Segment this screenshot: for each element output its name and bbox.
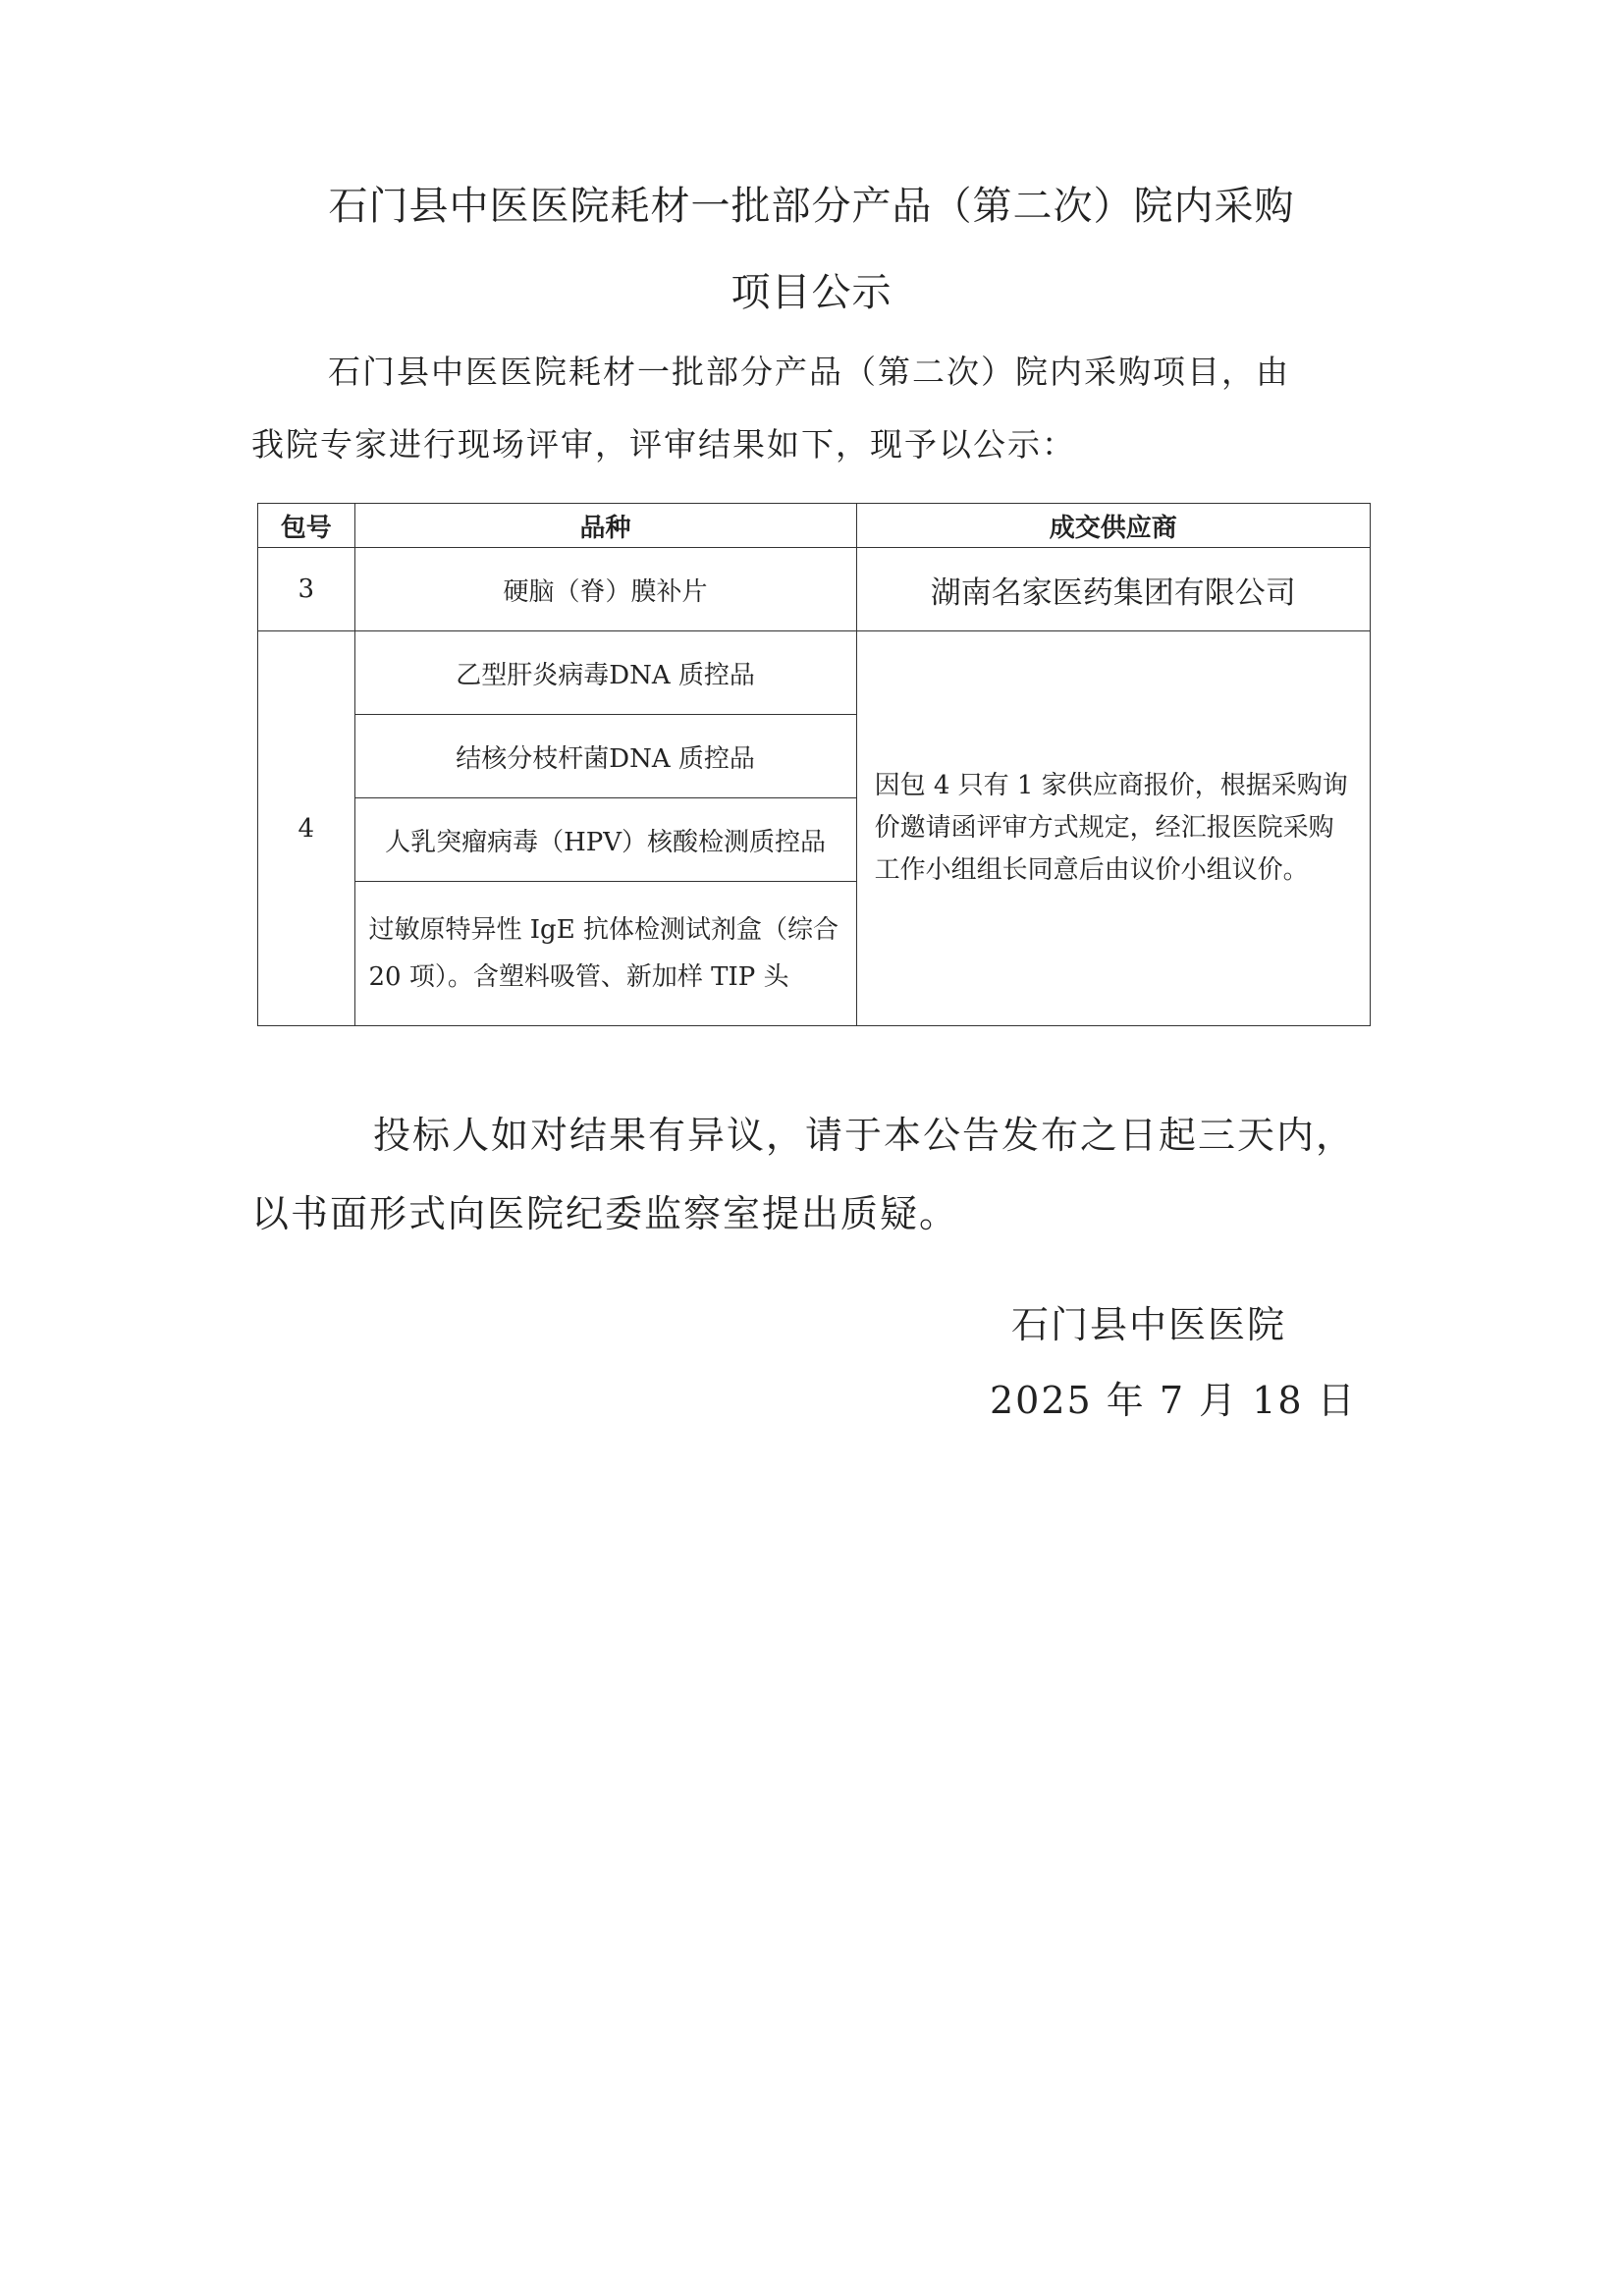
document-title-line2: 项目公示 — [730, 270, 893, 315]
table-row-package-3 — [258, 548, 1371, 631]
table-row-package-4-item-1 — [258, 631, 1371, 715]
intro-line2: 我院专家进行现场评审，评审结果如下，现予以公示： — [251, 425, 1076, 464]
notice-line2: 以书面形式向医院纪委监察室提出质疑。 — [251, 1192, 959, 1235]
intro-paragraph — [251, 336, 1390, 481]
signature-date: 2025 年 7 月 18 日 — [990, 1379, 1357, 1422]
package-4-number: 4 — [258, 631, 355, 1026]
header-supplier: 成交供应商 — [856, 504, 1370, 548]
package-3-supplier: 湖南名家医药集团有限公司 — [856, 548, 1370, 631]
package-3-number: 3 — [258, 548, 355, 631]
result-table — [257, 503, 1371, 1026]
intro-line1: 石门县中医医院耗材一批部分产品（第二次）院内采购项目，由 — [328, 353, 1290, 391]
package-4-item-3: 人乳突瘤病毒（HPV）核酸检测质控品 — [354, 798, 856, 882]
header-package-number: 包号 — [258, 504, 355, 548]
notice-line1: 投标人如对结果有异议，请于本公告发布之日起三天内， — [373, 1114, 1356, 1157]
package-4-item-2: 结核分枝杆菌DNA 质控品 — [354, 715, 856, 798]
document-title-line1: 石门县中医医院耗材一批部分产品（第二次）院内采购 — [328, 184, 1295, 229]
package-4-supplier-note: 因包 4 只有 1 家供应商报价，根据采购询价邀请函评审方式规定，经汇报医院采购工作小组组长同意后由议价小组议价。 — [856, 631, 1370, 1026]
table-header-row — [258, 504, 1371, 548]
package-4-item-4: 过敏原特异性 IgE 抗体检测试剂盒（综合 20 项）。含塑料吸管、新加样 TIP 头 — [354, 882, 856, 1026]
objection-notice — [251, 1096, 1390, 1253]
signature-org: 石门县中医医院 — [1011, 1303, 1287, 1346]
package-3-item: 硬脑（脊）膜补片 — [354, 548, 856, 631]
header-item: 品种 — [354, 504, 856, 548]
package-4-item-1: 乙型肝炎病毒DNA 质控品 — [354, 631, 856, 715]
